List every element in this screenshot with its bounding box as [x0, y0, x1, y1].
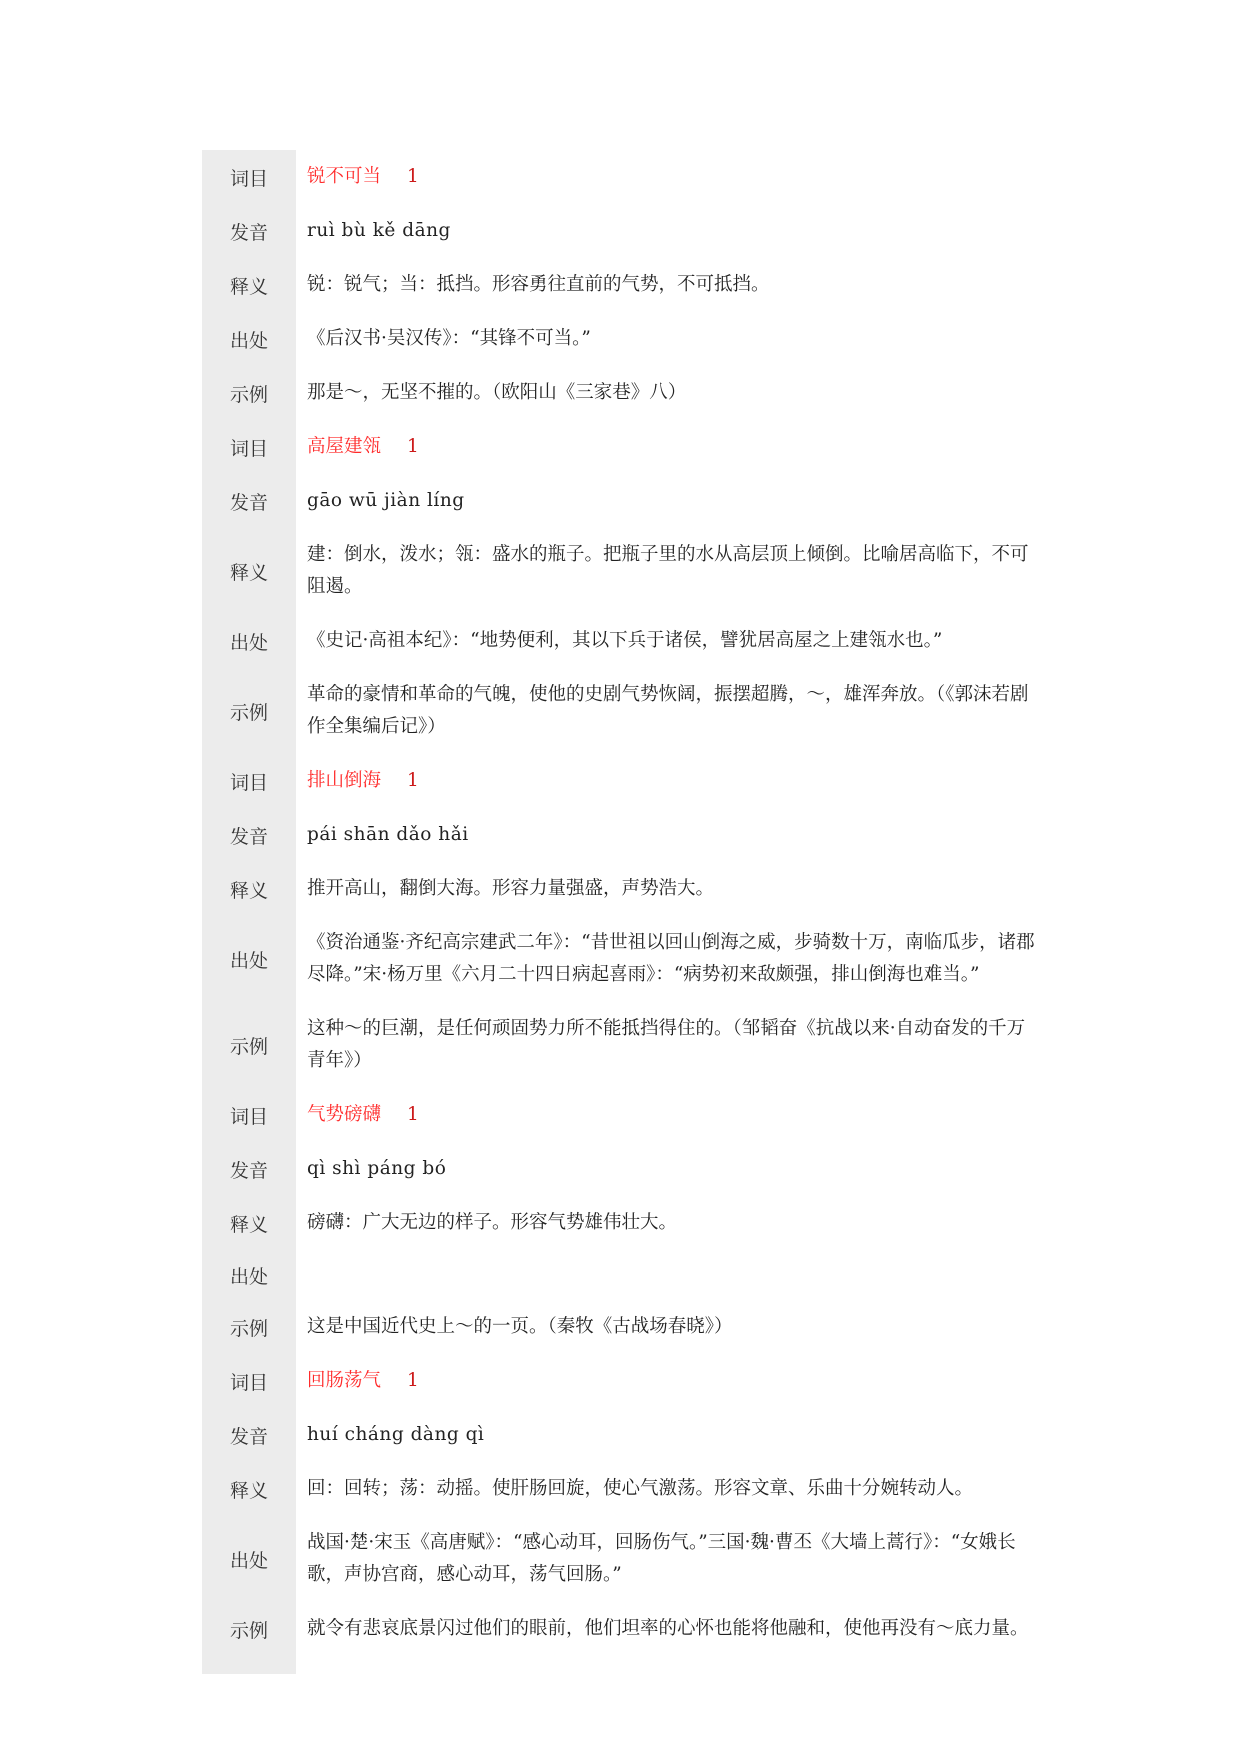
- example-value: 那是～，无坚不摧的。（欧阳山《三家巷》八）: [307, 382, 687, 403]
- example-row: [202, 1602, 1042, 1656]
- meaning-value: 建：倒水，泼水；瓴：盛水的瓶子。把瓶子里的水从高层顶上倾倒。比喻居高临下，不可阻遏。: [307, 544, 1029, 597]
- pronunciation-label: 发音: [202, 808, 296, 862]
- pronunciation-label: 发音: [202, 474, 296, 528]
- example-label: 示例: [202, 1002, 296, 1088]
- example-value: 就令有悲哀底景闪过他们的眼前，他们坦率的心怀也能将他融和，使他再没有～底力量。: [307, 1618, 1029, 1639]
- meaning-label: 释义: [202, 1196, 296, 1250]
- meaning-value: 磅礴：广大无边的样子。形容气势雄伟壮大。: [307, 1212, 678, 1233]
- example-label: 示例: [202, 1300, 296, 1354]
- meaning-row: [202, 862, 1042, 916]
- meaning-row: [202, 1196, 1042, 1250]
- term-row: [202, 754, 1042, 808]
- term-text: 回肠荡气: [307, 1370, 382, 1391]
- term-row: [202, 150, 1042, 204]
- source-value: [296, 1250, 1042, 1300]
- example-row: [202, 1300, 1042, 1354]
- label-column-footer: [202, 1656, 296, 1674]
- meaning-label: 释义: [202, 1462, 296, 1516]
- pronunciation-label: 发音: [202, 1142, 296, 1196]
- source-value: 战国·楚·宋玉《高唐赋》：“感心动耳，回肠伤气。”三国·魏·曹丕《大墙上蒿行》：“女娥长歌，声协宫商，感心动耳，荡气回肠。”: [307, 1532, 1016, 1585]
- example-row: [202, 1002, 1042, 1088]
- source-row: [202, 1250, 1042, 1300]
- meaning-label: 释义: [202, 528, 296, 614]
- source-value: 《后汉书·吴汉传》：“其锋不可当。”: [307, 328, 591, 349]
- pronunciation-label: 发音: [202, 204, 296, 258]
- source-value: 《资治通鉴·齐纪高宗建武二年》：“昔世祖以回山倒海之威，步骑数十万，南临瓜步，诸郡尽降。”宋·杨万里《六月二十四日病起喜雨》：“病势初来敌颇强，排山倒海也难当。”: [307, 932, 1035, 985]
- term-value: [296, 1088, 1042, 1142]
- term-row: [202, 1354, 1042, 1408]
- term-value: [296, 420, 1042, 474]
- example-row: [202, 366, 1042, 420]
- term-label: 词目: [202, 1354, 296, 1408]
- source-row: [202, 614, 1042, 668]
- example-label: 示例: [202, 668, 296, 754]
- pronunciation-value: ruì bù kě dāng: [307, 220, 451, 241]
- term-count: 1: [407, 1370, 419, 1391]
- example-value: 这种～的巨潮，是任何顽固势力所不能抵挡得住的。（邹韬奋《抗战以来·自动奋发的千万青年》）: [307, 1018, 1026, 1071]
- pronunciation-row: [202, 808, 1042, 862]
- term-count: 1: [407, 166, 419, 187]
- example-value: 革命的豪情和革命的气魄，使他的史剧气势恢阔，振摆超腾，～，雄浑奔放。（《郭沫若剧作全集编后记》）: [307, 684, 1029, 737]
- idiom-sheet: [202, 150, 1042, 1674]
- example-label: 示例: [202, 366, 296, 420]
- source-label: 出处: [202, 312, 296, 366]
- pronunciation-row: [202, 1142, 1042, 1196]
- term-label: 词目: [202, 150, 296, 204]
- meaning-row: [202, 1462, 1042, 1516]
- source-label: 出处: [202, 1516, 296, 1602]
- pronunciation-value: qì shì páng bó: [307, 1158, 447, 1179]
- term-count: 1: [407, 436, 419, 457]
- pronunciation-row: [202, 204, 1042, 258]
- meaning-label: 释义: [202, 258, 296, 312]
- term-label: 词目: [202, 1088, 296, 1142]
- meaning-value: 推开高山，翻倒大海。形容力量强盛，声势浩大。: [307, 878, 715, 899]
- term-text: 气势磅礴: [307, 1104, 382, 1125]
- term-text: 高屋建瓴: [307, 436, 382, 457]
- term-row: [202, 1088, 1042, 1142]
- meaning-value: 锐：锐气；当：抵挡。形容勇往直前的气势，不可抵挡。: [307, 274, 770, 295]
- example-value: 这是中国近代史上～的一页。（秦牧《古战场春晓》）: [307, 1316, 733, 1337]
- source-label: 出处: [202, 614, 296, 668]
- term-value: [296, 150, 1042, 204]
- term-label: 词目: [202, 754, 296, 808]
- pronunciation-row: [202, 1408, 1042, 1462]
- term-text: 锐不可当: [307, 166, 382, 187]
- source-row: [202, 1516, 1042, 1602]
- pronunciation-value: huí cháng dàng qì: [307, 1424, 485, 1445]
- example-label: 示例: [202, 1602, 296, 1656]
- pronunciation-label: 发音: [202, 1408, 296, 1462]
- source-label: 出处: [202, 916, 296, 1002]
- pronunciation-value: gāo wū jiàn líng: [307, 490, 465, 511]
- term-value: [296, 754, 1042, 808]
- pronunciation-row: [202, 474, 1042, 528]
- source-label: 出处: [202, 1250, 296, 1300]
- meaning-label: 释义: [202, 862, 296, 916]
- term-row: [202, 420, 1042, 474]
- pronunciation-value: pái shān dǎo hǎi: [307, 824, 469, 845]
- term-count: 1: [407, 1104, 419, 1125]
- meaning-value: 回：回转；荡：动摇。使肝肠回旋，使心气激荡。形容文章、乐曲十分婉转动人。: [307, 1478, 974, 1499]
- term-label: 词目: [202, 420, 296, 474]
- term-count: 1: [407, 770, 419, 791]
- source-row: [202, 312, 1042, 366]
- term-value: [296, 1354, 1042, 1408]
- meaning-row: [202, 258, 1042, 312]
- source-value: 《史记·高祖本纪》：“地势便利，其以下兵于诸侯，譬犹居高屋之上建瓴水也。”: [307, 630, 943, 651]
- term-text: 排山倒海: [307, 770, 382, 791]
- source-row: [202, 916, 1042, 1002]
- meaning-row: [202, 528, 1042, 614]
- example-row: [202, 668, 1042, 754]
